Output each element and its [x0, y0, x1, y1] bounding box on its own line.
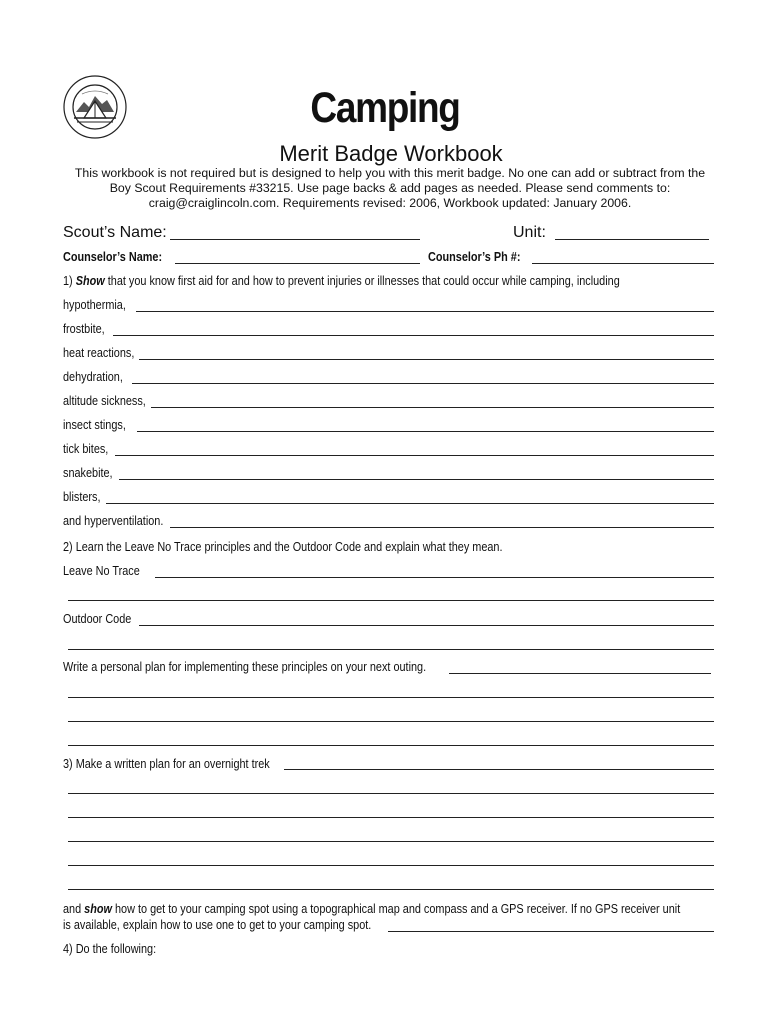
trek-plan-field-line2[interactable]: [68, 793, 714, 794]
trek-plan-field-line3[interactable]: [68, 817, 714, 818]
counselor-name-label: Counselor’s Name:: [63, 250, 163, 264]
heat-reactions-field[interactable]: [139, 359, 714, 360]
req1-item-label: and hyperventilation.: [63, 514, 164, 528]
req1-item-label: snakebite,: [63, 466, 113, 480]
trek-plan-field-line6[interactable]: [68, 889, 714, 890]
personal-plan-label: Write a personal plan for implementing these principles on your next outing.: [63, 660, 427, 674]
personal-plan-field-line4[interactable]: [68, 745, 714, 746]
unit-field[interactable]: [555, 239, 709, 240]
req1-item-label: altitude sickness,: [63, 394, 146, 408]
req4-text: 4) Do the following:: [63, 942, 157, 956]
counselor-name-field[interactable]: [175, 263, 420, 264]
req2-text: 2) Learn the Leave No Trace principles and the Outdoor Code and explain what they mean.: [63, 540, 503, 554]
req1-item-label: frostbite,: [63, 322, 105, 336]
req1-item-label: hypothermia,: [63, 298, 126, 312]
leave-no-trace-field[interactable]: [155, 577, 714, 578]
req3-gps-text: and show how to get to your camping spot using a topographical map and compass and a GPS receiver. If no GPS receiver unit: [63, 902, 681, 916]
intro-line: Boy Scout Requirements #33215. Use page backs & add pages as needed. Please send comments to:: [109, 181, 671, 195]
page-title: Camping: [310, 84, 460, 132]
insect-stings-field[interactable]: [137, 431, 714, 432]
req1-item-label: tick bites,: [63, 442, 109, 456]
scout-name-label: Scout’s Name:: [63, 224, 167, 241]
gps-explain-field[interactable]: [388, 931, 714, 932]
trek-plan-field[interactable]: [284, 769, 714, 770]
snakebite-field[interactable]: [119, 479, 714, 480]
counselor-ph-field[interactable]: [532, 263, 714, 264]
intro-paragraph: [40, 166, 740, 211]
leave-no-trace-field-line2[interactable]: [68, 600, 714, 601]
intro-line: craig@craiglincoln.com. Requirements revised: 2006, Workbook updated: January 2006.: [148, 196, 632, 210]
trek-plan-field-line4[interactable]: [68, 841, 714, 842]
req1-text: 1) Show that you know first aid for and how to prevent injuries or illnesses that could occur while camping, including: [63, 274, 620, 288]
frostbite-field[interactable]: [113, 335, 714, 336]
tick-bites-field[interactable]: [115, 455, 714, 456]
req3-text: 3) Make a written plan for an overnight trek: [63, 757, 270, 771]
outdoor-code-label: Outdoor Code: [63, 612, 132, 626]
personal-plan-field-line2[interactable]: [68, 697, 714, 698]
page-subtitle: Merit Badge Workbook: [279, 141, 503, 166]
outdoor-code-field[interactable]: [139, 625, 714, 626]
leave-no-trace-label: Leave No Trace: [63, 564, 140, 578]
hyperventilation-field[interactable]: [170, 527, 714, 528]
req1-item-label: insect stings,: [63, 418, 126, 432]
req1-item-label: heat reactions,: [63, 346, 135, 360]
altitude-sickness-field[interactable]: [151, 407, 714, 408]
personal-plan-field-line3[interactable]: [68, 721, 714, 722]
req1-item-label: dehydration,: [63, 370, 123, 384]
scout-name-field[interactable]: [170, 239, 420, 240]
counselor-ph-label: Counselor’s Ph #:: [428, 250, 521, 264]
unit-label: Unit:: [513, 224, 546, 241]
blisters-field[interactable]: [106, 503, 714, 504]
personal-plan-field[interactable]: [449, 673, 711, 674]
req1-item-label: blisters,: [63, 490, 101, 504]
req3-gps-text-line2: is available, explain how to use one to get to your camping spot.: [63, 918, 372, 932]
intro-line: This workbook is not required but is designed to help you with this merit badge. No one can add or subtract from the: [74, 166, 706, 180]
trek-plan-field-line5[interactable]: [68, 865, 714, 866]
dehydration-field[interactable]: [132, 383, 714, 384]
outdoor-code-field-line2[interactable]: [68, 649, 714, 650]
hypothermia-field[interactable]: [136, 311, 714, 312]
